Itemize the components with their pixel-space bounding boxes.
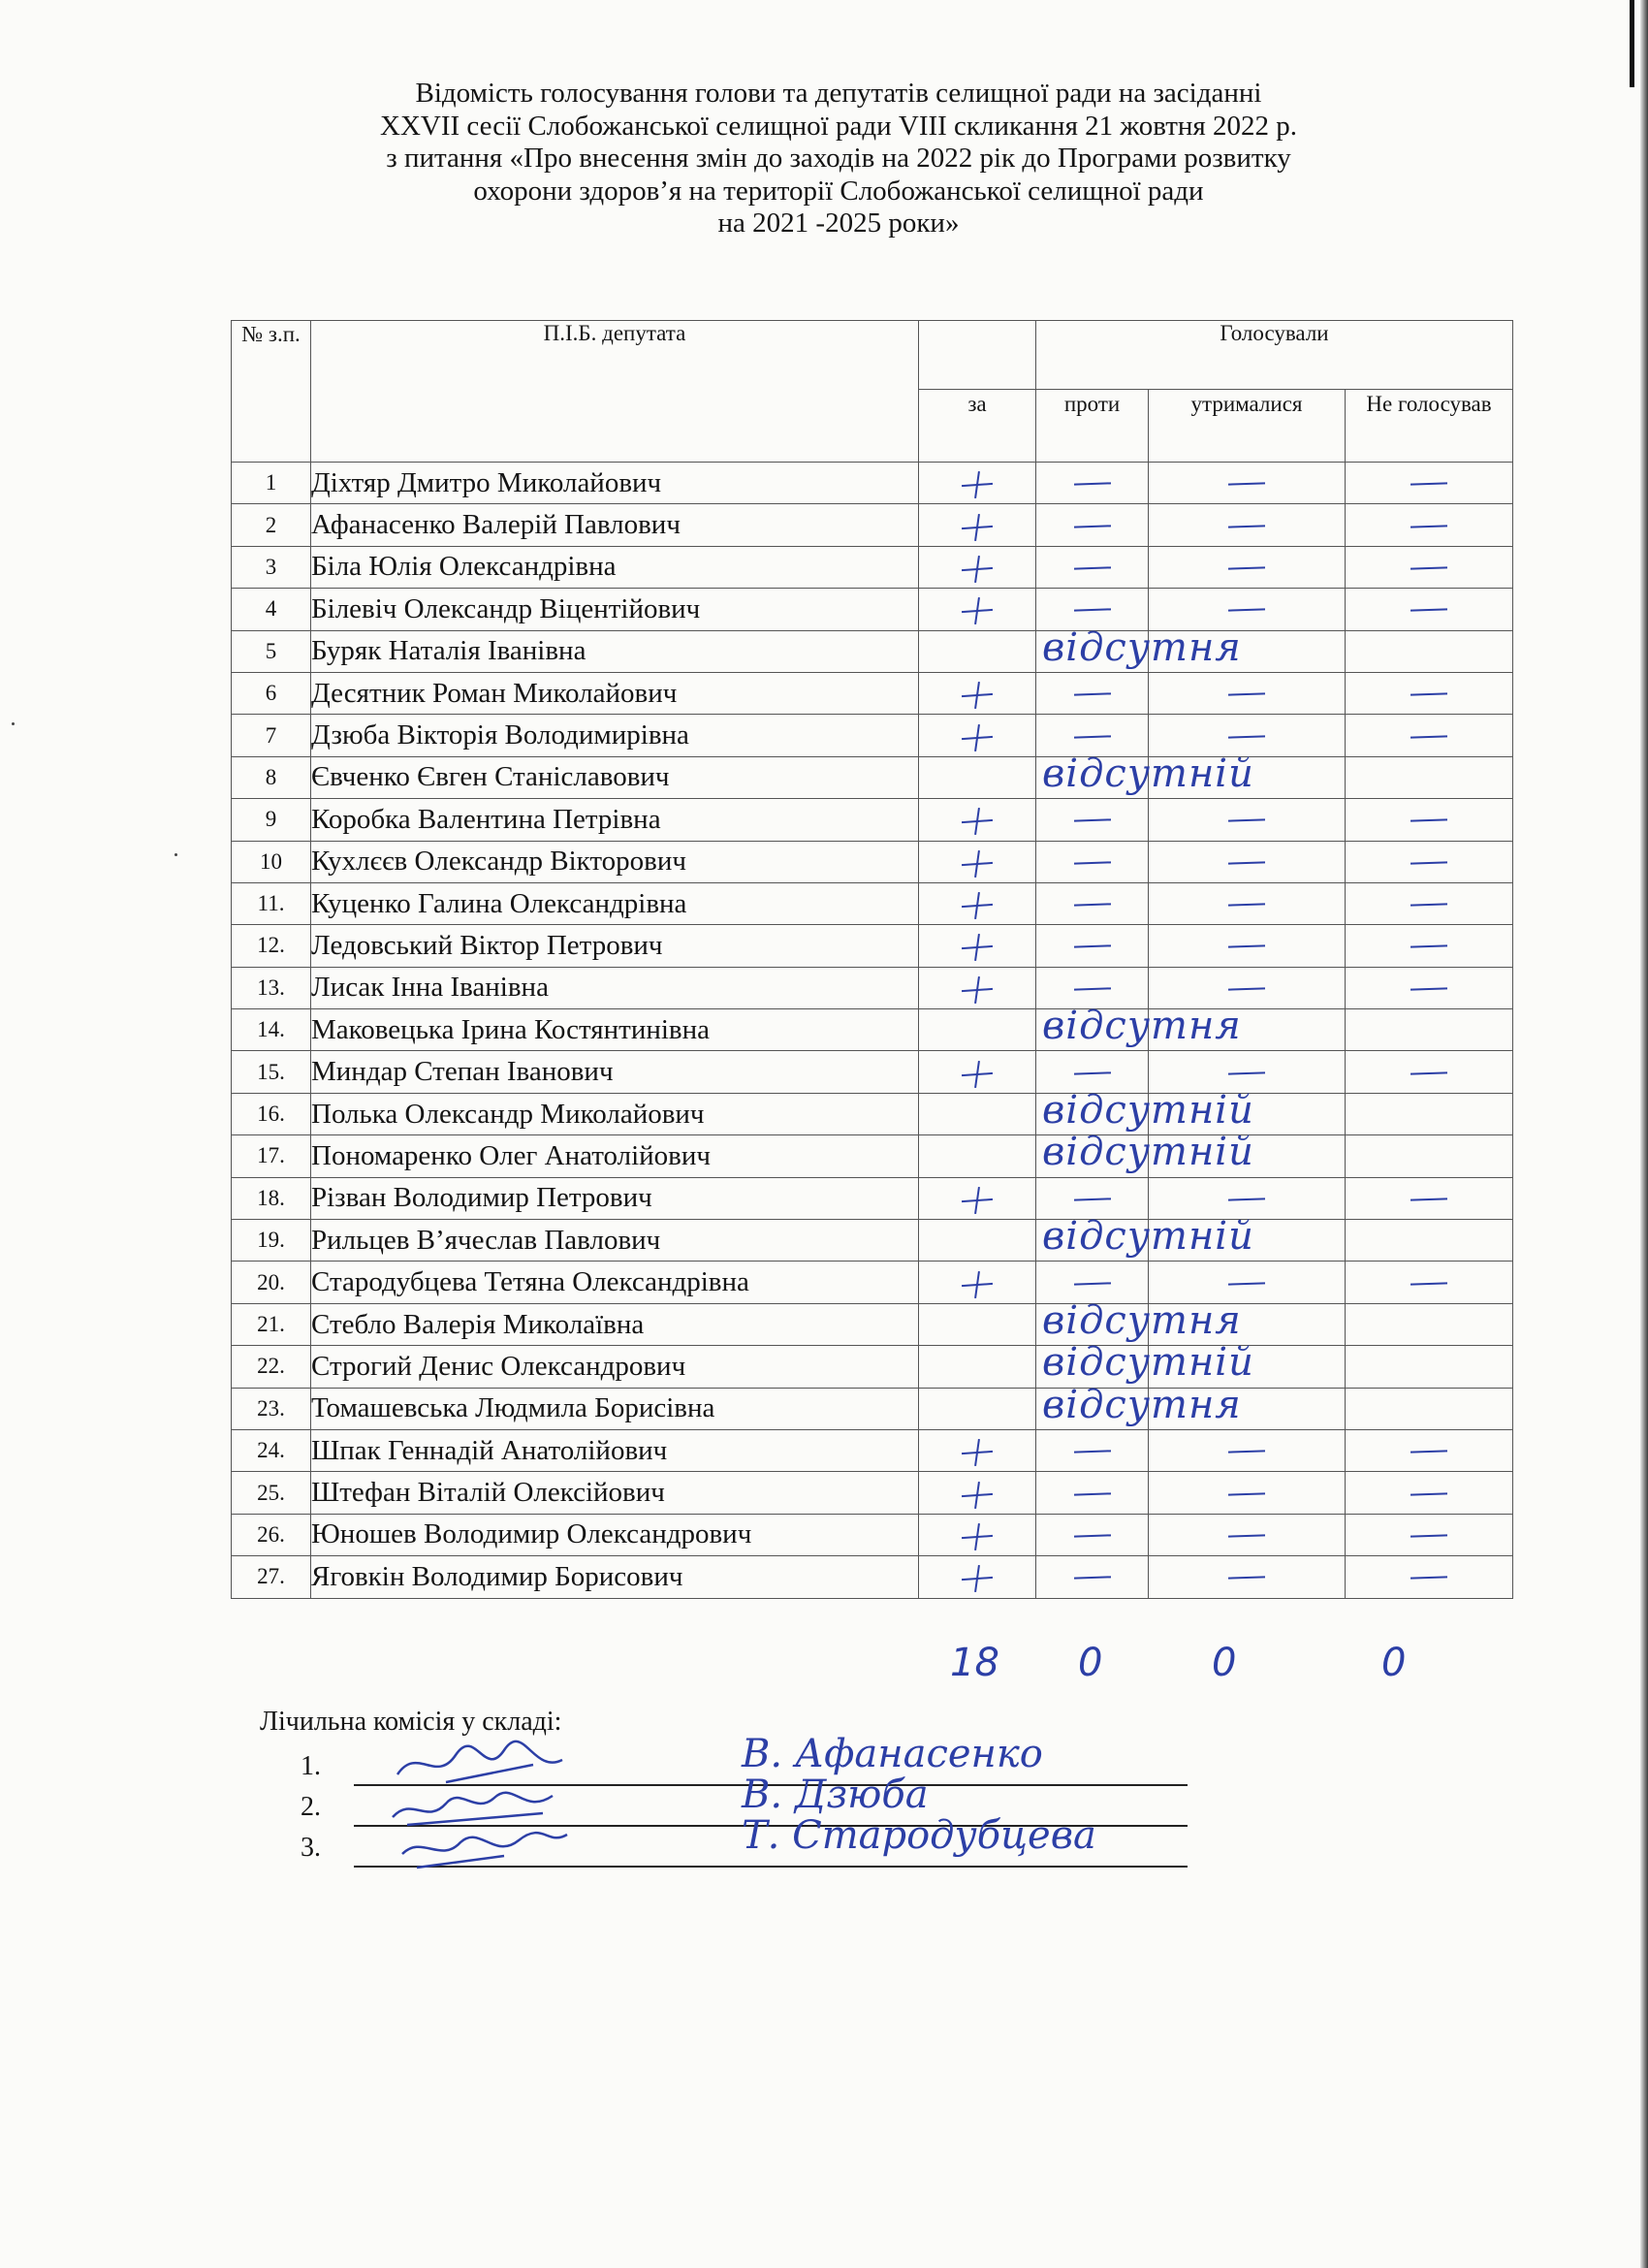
vote-not-voted-cell [1346,463,1513,504]
plus-mark [962,1482,993,1509]
row-number: 4 [232,589,311,630]
deputy-name: Ледовський Віктор Петрович [311,925,919,967]
vote-against-cell [1036,1051,1149,1093]
vote-for-cell [919,1135,1036,1177]
dash-mark [1228,735,1265,738]
column-header-voted: Голосували [1036,321,1513,390]
row-number: 16. [232,1093,311,1134]
row-number: 18. [232,1177,311,1219]
dash-mark [1228,903,1265,906]
dash-mark [1073,483,1110,486]
dash-mark [1073,987,1110,990]
dash-mark [1228,1198,1265,1200]
dash-mark [1073,1534,1110,1537]
deputy-name: Десятник Роман Миколайович [311,672,919,714]
plus-mark [962,724,993,751]
vote-against-cell [1036,504,1149,546]
vote-against-cell [1036,799,1149,841]
vote-not-voted-cell [1346,1472,1513,1514]
deputy-name: Миндар Степан Іванович [311,1051,919,1093]
deputy-name: Діхтяр Дмитро Миколайович [311,463,919,504]
vote-for-cell [919,672,1036,714]
plus-mark [962,1565,993,1592]
row-number: 7 [232,715,311,756]
header-line: на 2021 -2025 роки» [717,208,960,239]
vote-not-voted-cell [1346,715,1513,756]
table-row [232,546,1513,588]
table-row [232,1303,1513,1345]
commission-member-number: 3. [301,1833,321,1863]
dash-mark [1073,1492,1110,1495]
vote-against-cell [1036,463,1149,504]
table-row [232,1093,1513,1134]
plus-mark [962,1523,993,1550]
vote-for-cell [919,1429,1036,1471]
vote-not-voted-cell [1346,925,1513,967]
row-number: 25. [232,1472,311,1514]
commission-member-name: В. Афанасенко [742,1732,1043,1776]
vote-abstain-cell [1149,967,1346,1008]
row-number: 1 [232,463,311,504]
table-row [232,1220,1513,1262]
vote-for-cell [919,1514,1036,1555]
vote-abstain-cell [1149,1472,1346,1514]
plus-mark [962,597,993,624]
vote-not-voted-cell [1346,504,1513,546]
table-row [232,715,1513,756]
table-row [232,882,1513,924]
signature-3 [388,1817,582,1871]
vote-against-cell [1036,925,1149,967]
vote-not-voted-cell [1346,1093,1513,1134]
dash-mark [1073,692,1110,695]
dash-mark [1073,861,1110,864]
table-row [232,841,1513,882]
vote-abstain-cell [1149,672,1346,714]
row-number: 2 [232,504,311,546]
dash-mark [1228,1451,1265,1453]
vote-not-voted-cell [1346,882,1513,924]
vote-not-voted-cell [1346,546,1513,588]
vote-abstain-cell [1149,589,1346,630]
plus-mark [962,1061,993,1088]
document-header [223,78,1454,240]
absent-note: відсутня [1042,1297,1242,1343]
vote-against-cell [1036,1514,1149,1555]
vote-not-voted-cell [1346,1009,1513,1051]
vote-not-voted-cell [1346,1303,1513,1345]
total-against: 0 [1078,1641,1103,1685]
absent-note: відсутній [1042,1214,1254,1260]
row-number: 8 [232,756,311,798]
table-row [232,1388,1513,1429]
table-row [232,1429,1513,1471]
scan-edge-mark [1630,0,1634,87]
vote-not-voted-cell [1346,1429,1513,1471]
dash-mark [1228,945,1265,948]
table-row [232,1051,1513,1093]
vote-against-cell [1036,1214,1254,1262]
vote-against-cell [1036,1382,1242,1429]
scan-edge-shadow [1640,0,1648,2268]
vote-against-cell [1036,1556,1149,1598]
row-number: 9 [232,799,311,841]
vote-not-voted-cell [1346,589,1513,630]
vote-not-voted-cell [1346,756,1513,798]
dash-mark [1228,1534,1265,1537]
vote-against-cell [1036,882,1149,924]
absent-note: відсутня [1042,624,1242,670]
dash-mark [1410,1577,1447,1580]
table-row [232,1135,1513,1177]
commission-member-name: В. Дзюба [742,1773,929,1817]
row-number: 20. [232,1262,311,1303]
vote-for-cell [919,1009,1036,1051]
deputy-name: Яговкін Володимир Борисович [311,1556,919,1598]
vote-abstain-cell [1149,1262,1346,1303]
deputy-name: Буряк Наталія Іванівна [311,630,919,672]
vote-abstain-cell [1149,1051,1346,1093]
deputy-name: Білевіч Олександр Віцентійович [311,589,919,630]
plus-mark [962,976,993,1004]
table-row [232,1346,1513,1388]
deputy-name: Полька Олександр Миколайович [311,1093,919,1134]
row-number: 21. [232,1303,311,1345]
vote-not-voted-cell [1346,1556,1513,1598]
vote-not-voted-cell [1346,1514,1513,1555]
dash-mark [1073,566,1110,569]
deputy-name: Кухлєєв Олександр Вікторович [311,841,919,882]
dash-mark [1073,1282,1110,1285]
row-number: 12. [232,925,311,967]
dash-mark [1228,692,1265,695]
deputy-name: Стебло Валерія Миколаївна [311,1303,919,1345]
dash-mark [1228,483,1265,486]
dash-mark [1073,1451,1110,1453]
vote-for-cell [919,546,1036,588]
dash-mark [1410,1198,1447,1200]
vote-not-voted-cell [1346,1346,1513,1388]
vote-for-cell [919,715,1036,756]
deputy-name: Коробка Валентина Петрівна [311,799,919,841]
deputy-name: Куценко Галина Олександрівна [311,882,919,924]
scan-speck [12,722,15,725]
plus-mark [962,808,993,835]
plus-mark [962,471,993,498]
deputy-name: Різван Володимир Петрович [311,1177,919,1219]
vote-for-cell [919,1303,1036,1345]
table-row [232,1177,1513,1219]
dash-mark [1073,903,1110,906]
column-header-for: за [919,390,1036,463]
row-number: 15. [232,1051,311,1093]
dash-mark [1410,735,1447,738]
plus-mark [962,682,993,709]
vote-against-cell [1036,546,1149,588]
row-number: 10 [232,841,311,882]
row-number: 13. [232,967,311,1008]
vote-not-voted-cell [1346,630,1513,672]
scan-speck [174,853,177,856]
deputy-name: Строгий Денис Олександрович [311,1346,919,1388]
vote-for-cell [919,925,1036,967]
vote-for-cell [919,1346,1036,1388]
plus-mark [962,1271,993,1298]
deputy-name: Маковецька Ірина Костянтинівна [311,1009,919,1051]
vote-for-cell [919,1556,1036,1598]
row-number: 6 [232,672,311,714]
row-number: 19. [232,1220,311,1262]
voting-table [231,320,1513,1599]
vote-against-cell [1036,1340,1254,1388]
deputy-name: Шпак Геннадій Анатолійович [311,1429,919,1471]
vote-against-cell [1036,589,1149,630]
vote-against-cell [1036,1297,1242,1345]
absent-note: відсутній [1042,1130,1254,1175]
row-number: 27. [232,1556,311,1598]
vote-against-cell [1036,1472,1149,1514]
table-row [232,1009,1513,1051]
dash-mark [1228,1071,1265,1074]
table-row [232,756,1513,798]
dash-mark [1410,1492,1447,1495]
vote-not-voted-cell [1346,967,1513,1008]
dash-mark [1410,861,1447,864]
total-abstain: 0 [1212,1641,1237,1685]
dash-mark [1228,1282,1265,1285]
deputy-name: Афанасенко Валерій Павлович [311,504,919,546]
dash-mark [1073,1577,1110,1580]
vote-abstain-cell [1149,1514,1346,1555]
vote-for-cell [919,1177,1036,1219]
vote-for-cell [919,1472,1036,1514]
vote-not-voted-cell [1346,1388,1513,1429]
plus-mark [962,514,993,541]
vote-not-voted-cell [1346,1220,1513,1262]
deputy-name: Пономаренко Олег Анатолійович [311,1135,919,1177]
vote-abstain-cell [1149,1556,1346,1598]
vote-for-cell [919,756,1036,798]
vote-rows [232,463,1513,1599]
vote-against-cell [1036,1429,1149,1471]
table-row [232,925,1513,967]
dash-mark [1073,609,1110,612]
row-number: 5 [232,630,311,672]
dash-mark [1228,819,1265,822]
dash-mark [1410,1451,1447,1453]
plus-mark [962,850,993,878]
table-row [232,504,1513,546]
vote-not-voted-cell [1346,1262,1513,1303]
commission-label: Лічильна комісія у складі: [260,1707,562,1737]
vote-for-cell [919,1051,1036,1093]
total-not-voted: 0 [1381,1641,1407,1685]
table-row [232,463,1513,504]
vote-against-cell [1036,1130,1254,1177]
dash-mark [1410,987,1447,990]
column-header-not-voted: Не голосував [1346,390,1513,463]
row-number: 23. [232,1388,311,1429]
dash-mark [1073,945,1110,948]
vote-abstain-cell [1149,546,1346,588]
dash-mark [1228,861,1265,864]
dash-mark [1228,1492,1265,1495]
plus-mark [962,892,993,919]
header-line: XXVII сесії Слобожанської селищної ради VIII скликання 21 жовтня 2022 р. [380,110,1297,142]
vote-against-cell [1036,751,1254,798]
table-row [232,672,1513,714]
vote-for-cell [919,1093,1036,1134]
deputy-name: Юношев Володимир Олександрович [311,1514,919,1555]
vote-not-voted-cell [1346,1051,1513,1093]
vote-abstain-cell [1149,925,1346,967]
commission-member-name: Т. Стародубцева [742,1813,1096,1858]
dash-mark [1410,483,1447,486]
vote-abstain-cell [1149,504,1346,546]
vote-abstain-cell [1149,463,1346,504]
plus-mark [962,934,993,961]
vote-for-cell [919,882,1036,924]
vote-against-cell [1036,1177,1149,1219]
dash-mark [1228,566,1265,569]
dash-mark [1228,609,1265,612]
deputy-name: Біла Юлія Олександрівна [311,546,919,588]
vote-abstain-cell [1149,841,1346,882]
vote-for-cell [919,967,1036,1008]
vote-abstain-cell [1149,1177,1346,1219]
vote-for-cell [919,799,1036,841]
dash-mark [1073,525,1110,527]
vote-against-cell [1036,715,1149,756]
vote-for-cell [919,1220,1036,1262]
table-row [232,1514,1513,1555]
table-row [232,630,1513,672]
vote-not-voted-cell [1346,1177,1513,1219]
vote-against-cell [1036,1087,1254,1134]
vote-for-cell [919,1388,1036,1429]
dash-mark [1410,903,1447,906]
absent-note: відсутня [1042,1004,1242,1049]
vote-not-voted-cell [1346,672,1513,714]
dash-mark [1410,1071,1447,1074]
table-row [232,1472,1513,1514]
row-number: 11. [232,882,311,924]
absent-note: відсутній [1042,1340,1254,1386]
deputy-name: Рильцев В’ячеслав Павлович [311,1220,919,1262]
column-header-blank [919,321,1036,390]
vote-against-cell [1036,1262,1149,1303]
vote-for-cell [919,463,1036,504]
absent-note: відсутній [1042,1087,1254,1133]
vote-not-voted-cell [1346,841,1513,882]
header-line: Відомість голосування голови та депутатів селищної ради на засіданні [415,78,1262,109]
table-row [232,1262,1513,1303]
column-header-against: проти [1036,390,1149,463]
deputy-name: Лисак Інна Іванівна [311,967,919,1008]
deputy-name: Штефан Віталій Олексійович [311,1472,919,1514]
row-number: 17. [232,1135,311,1177]
vote-for-cell [919,504,1036,546]
table-row [232,1556,1513,1598]
table-row [232,589,1513,630]
header-line: з питання «Про внесення змін до заходів на 2022 рік до Програми розвитку [386,143,1291,174]
vote-not-voted-cell [1346,799,1513,841]
dash-mark [1073,1071,1110,1074]
deputy-name: Євченко Євген Станіславович [311,756,919,798]
vote-abstain-cell [1149,799,1346,841]
header-line: охорони здоров’я на території Слобожанської селищної ради [473,175,1204,207]
deputy-name: Стародубцева Тетяна Олександрівна [311,1262,919,1303]
row-number: 24. [232,1429,311,1471]
commission-member-number: 1. [301,1751,321,1781]
vote-against-cell [1036,624,1242,672]
deputy-name: Дзюба Вікторія Володимирівна [311,715,919,756]
table-row [232,799,1513,841]
vote-against-cell [1036,1004,1242,1051]
dash-mark [1228,1577,1265,1580]
table-row [232,967,1513,1008]
absent-note: відсутній [1042,751,1254,796]
plus-mark [962,556,993,583]
vote-abstain-cell [1149,715,1346,756]
vote-against-cell [1036,967,1149,1008]
dash-mark [1410,819,1447,822]
dash-mark [1410,566,1447,569]
row-number: 14. [232,1009,311,1051]
row-number: 3 [232,546,311,588]
vote-against-cell [1036,841,1149,882]
plus-mark [962,1439,993,1466]
column-header-abstain: утрималися [1149,390,1346,463]
plus-mark [962,1187,993,1214]
dash-mark [1410,609,1447,612]
dash-mark [1410,1282,1447,1285]
row-number: 22. [232,1346,311,1388]
dash-mark [1410,692,1447,695]
absent-note: відсутня [1042,1382,1242,1427]
deputy-name: Томашевська Людмила Борисівна [311,1388,919,1429]
dash-mark [1410,525,1447,527]
column-header-name: П.І.Б. депутата [311,321,919,463]
vote-abstain-cell [1149,1429,1346,1471]
dash-mark [1228,987,1265,990]
dash-mark [1410,945,1447,948]
vote-for-cell [919,589,1036,630]
row-number: 26. [232,1514,311,1555]
vote-for-cell [919,841,1036,882]
total-for: 18 [950,1641,999,1685]
commission-member-number: 2. [301,1792,321,1822]
vote-for-cell [919,1262,1036,1303]
vote-against-cell [1036,672,1149,714]
dash-mark [1410,1534,1447,1537]
vote-abstain-cell [1149,882,1346,924]
dash-mark [1228,525,1265,527]
vote-for-cell [919,630,1036,672]
dash-mark [1073,1198,1110,1200]
column-header-number: № з.п. [232,321,311,463]
vote-not-voted-cell [1346,1135,1513,1177]
dash-mark [1073,819,1110,822]
dash-mark [1073,735,1110,738]
